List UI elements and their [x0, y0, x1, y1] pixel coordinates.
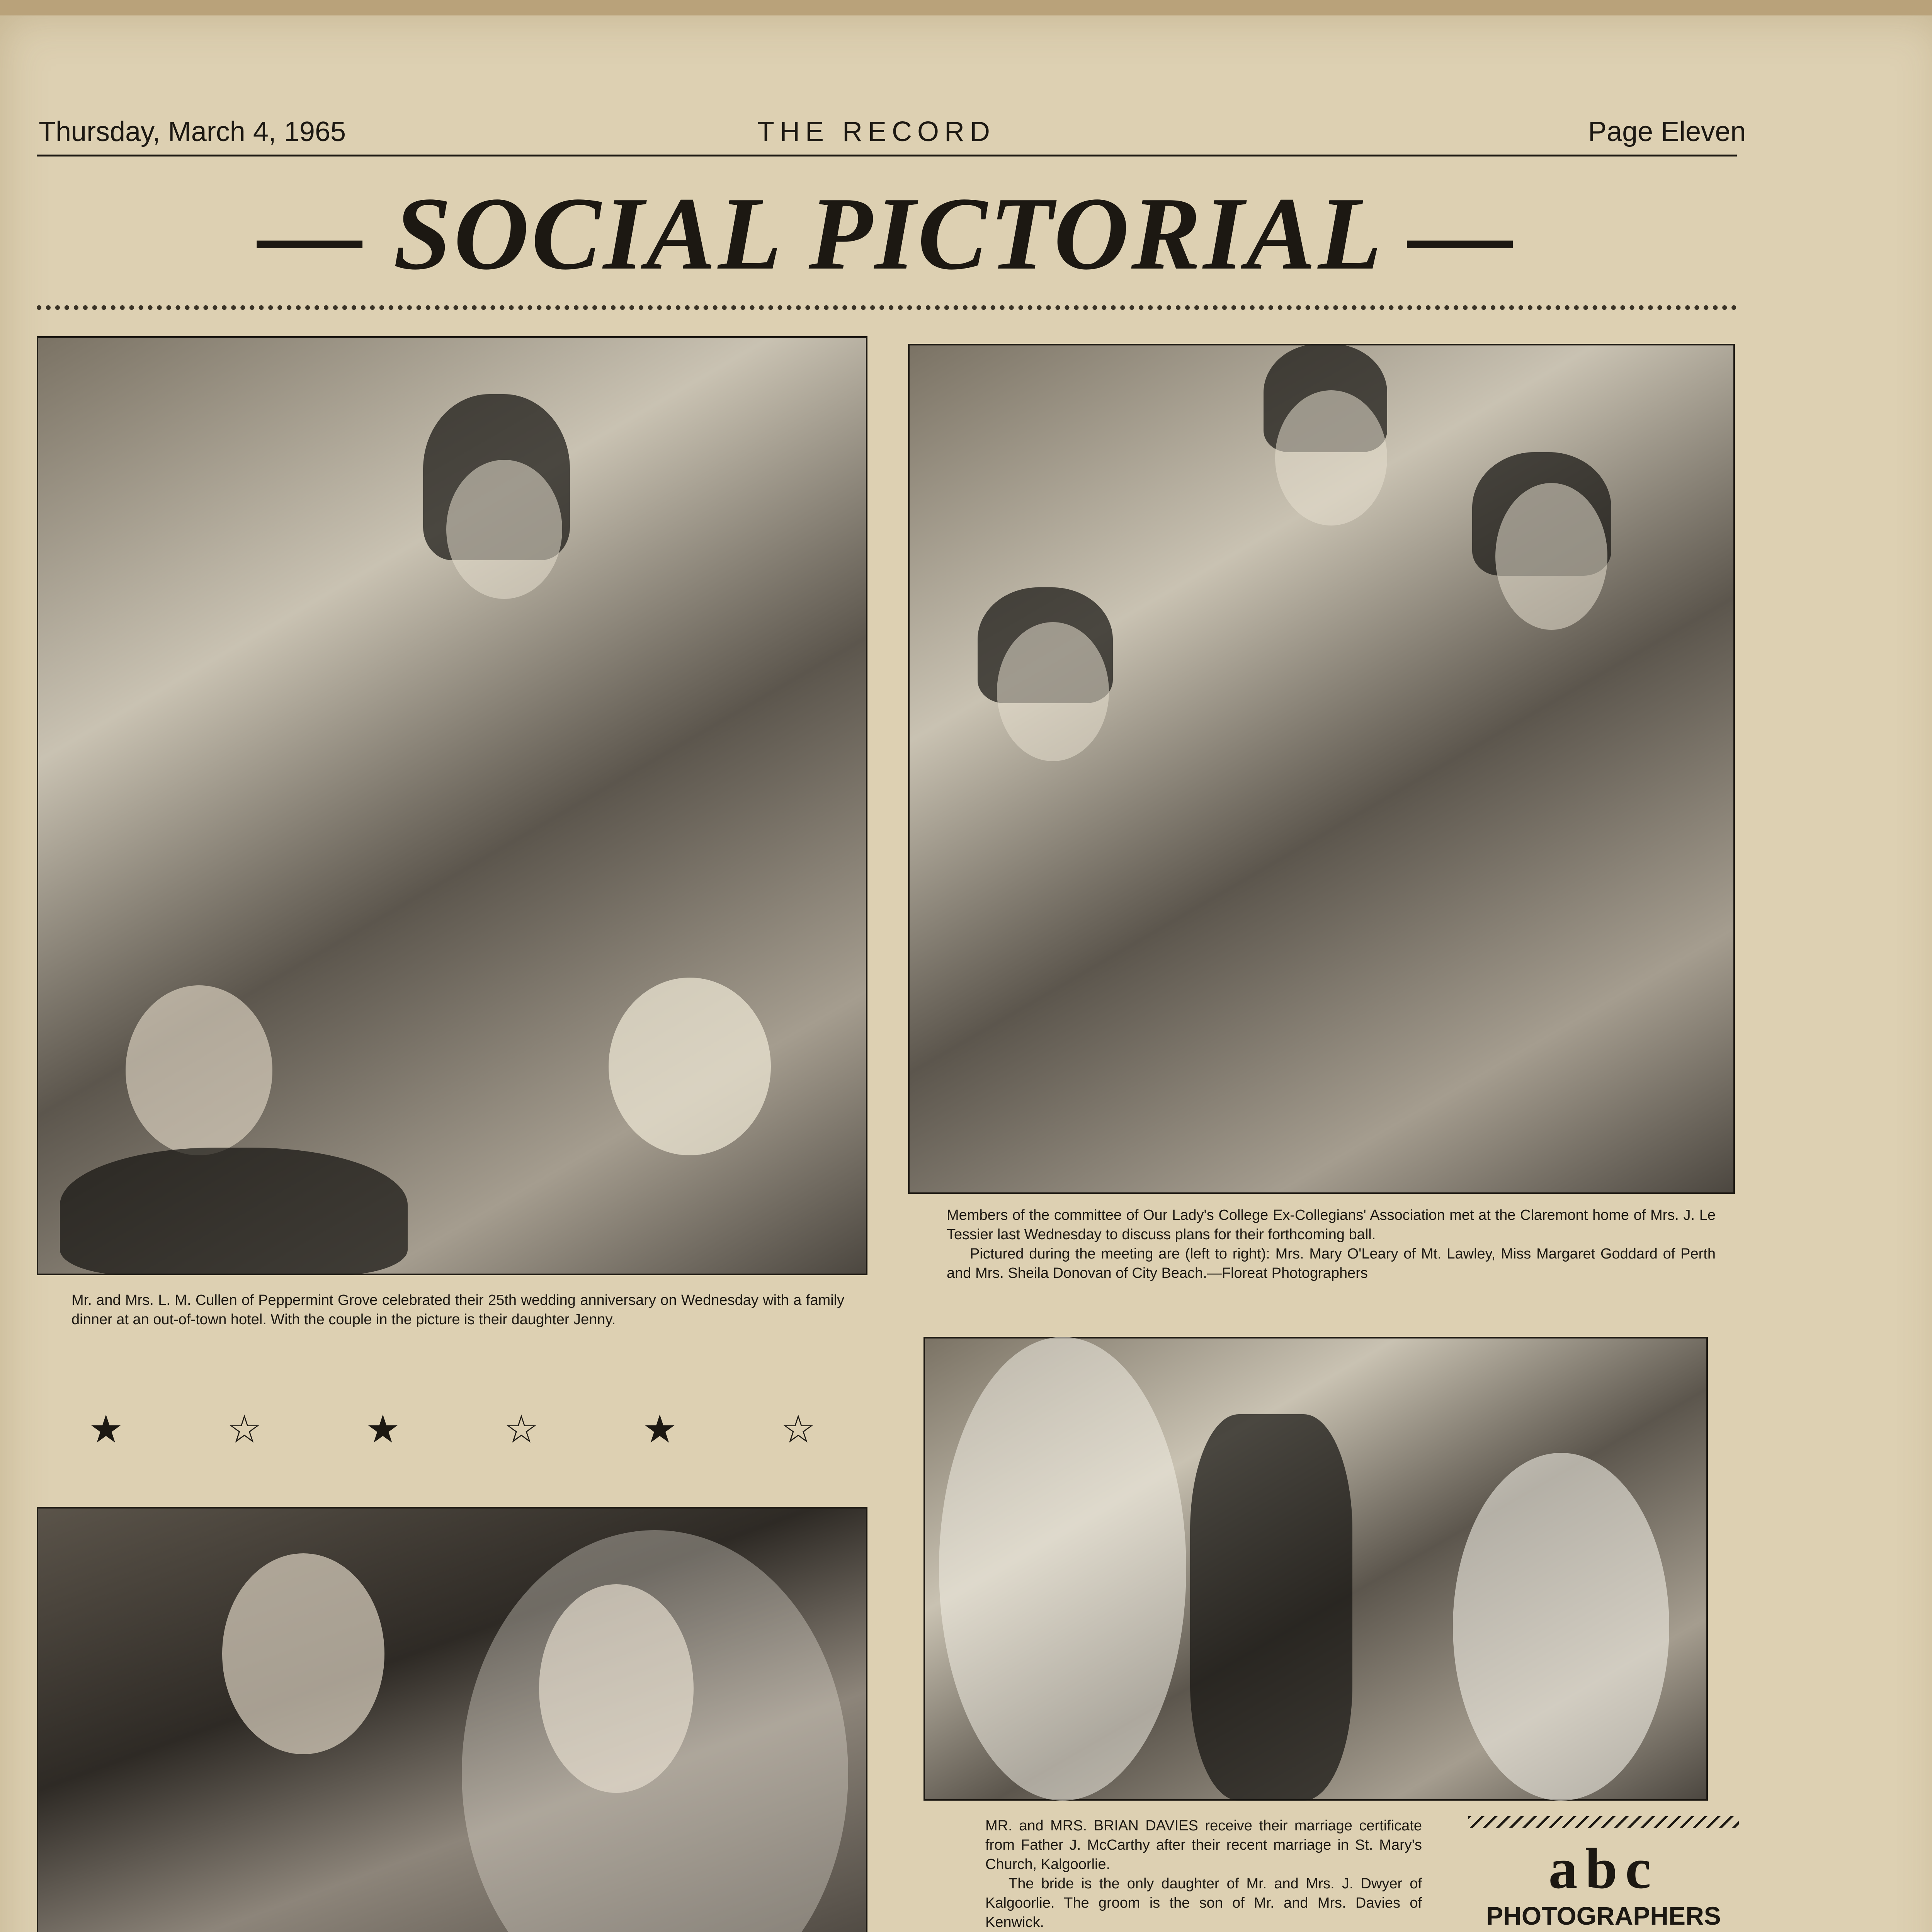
star-3: ★ [365, 1408, 400, 1451]
photo-committee [908, 344, 1735, 1194]
abc-name: PHOTOGRAPHERS [1486, 1901, 1721, 1930]
photo-davies-wedding [923, 1337, 1708, 1801]
title-divider [37, 305, 1737, 310]
abc-logo: abc [1548, 1837, 1659, 1901]
caption-davies: MR. and MRS. BRIAN DAVIES receive their marriage certificate from Father J. McCarthy after their recent marriage in St. Mary's Church, Kalgoorlie. The bride is the only daughter of Mr. and Mrs. J. Dwyer of Kalgoorlie. The groom is the son of Mr. and Mrs. Davies of Kenwick. [985, 1818, 1422, 1930]
star-1: ★ [88, 1408, 123, 1451]
caption-committee: Members of the committee of Our Lady's College Ex-Collegians' Association met at the Claremont home of Mrs. J. Le Tessier last Wednesday to discuss plans for their forthcoming ball. Pictured during the meeting are (left to right): Mrs. Mary O'Leary of Mt. Lawley, Miss Margaret Goddard of Perth and Mrs. Sheila Donovan of City Beach.—Floreat Photographers [947, 1207, 1716, 1281]
star-6: ☆ [781, 1408, 816, 1451]
photo-cullen-family [37, 336, 867, 1275]
abc-top-border [1468, 1816, 1739, 1828]
issue-date: Thursday, March 4, 1965 [39, 116, 346, 147]
star-5: ★ [642, 1408, 677, 1451]
paper-name: THE RECORD [757, 116, 996, 147]
star-2: ☆ [227, 1408, 262, 1451]
page-title: — SOCIAL PICTORIAL — [258, 176, 1515, 291]
caption-cullen: Mr. and Mrs. L. M. Cullen of Peppermint Grove celebrated their 25th wedding anniversary on Wednesday with a family dinner at an out-of-town hotel. With the couple in the picture is their daughter Jenny. [71, 1292, 844, 1328]
star-divider [37, 1406, 867, 1452]
photo-noteboom-wedding [37, 1507, 867, 1932]
header-rule [37, 155, 1737, 156]
page-number: Page Eleven [1588, 116, 1746, 147]
star-4: ☆ [504, 1408, 539, 1451]
